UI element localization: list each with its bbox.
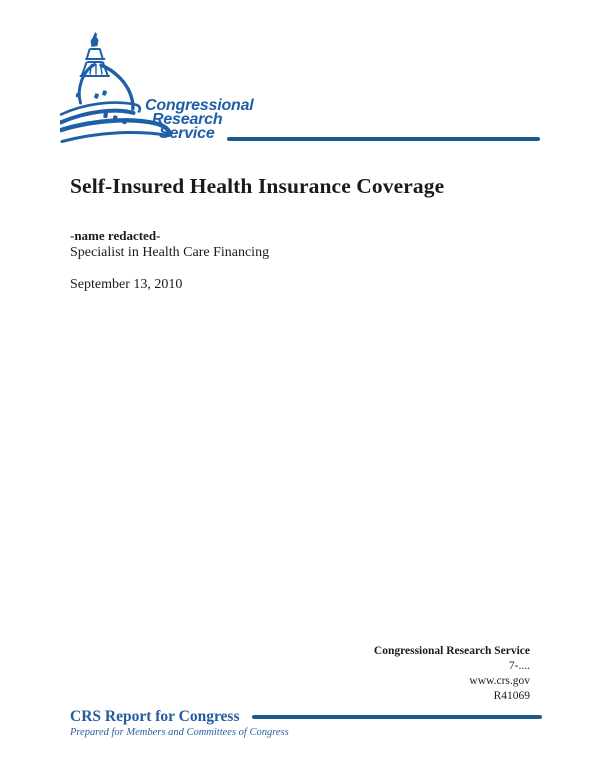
header-rule [227, 137, 540, 141]
footer-report-number: R41069 [493, 690, 530, 702]
footer-phone: 7-.... [508, 660, 530, 672]
footer-info-block [374, 644, 530, 704]
footer-rule [252, 715, 542, 719]
footer-website: www.crs.gov [469, 675, 530, 687]
author-name: -name redacted- [70, 228, 161, 243]
crs-report-banner: CRS Report for Congress [70, 708, 240, 725]
report-date: September 13, 2010 [70, 277, 183, 292]
footer-org: Congressional Research Service [373, 645, 530, 657]
logo-wordmark-line: Service [159, 125, 215, 142]
logo-wordmark-line: Research [152, 111, 223, 128]
footer-tagline: Prepared for Members and Committees of Congress [70, 727, 289, 738]
author-role: Specialist in Health Care Financing [70, 245, 270, 260]
report-title: Self-Insured Health Insurance Coverage [70, 174, 445, 198]
logo-wordmark-line: Congressional [145, 97, 254, 114]
logo-wordmark [145, 99, 254, 141]
